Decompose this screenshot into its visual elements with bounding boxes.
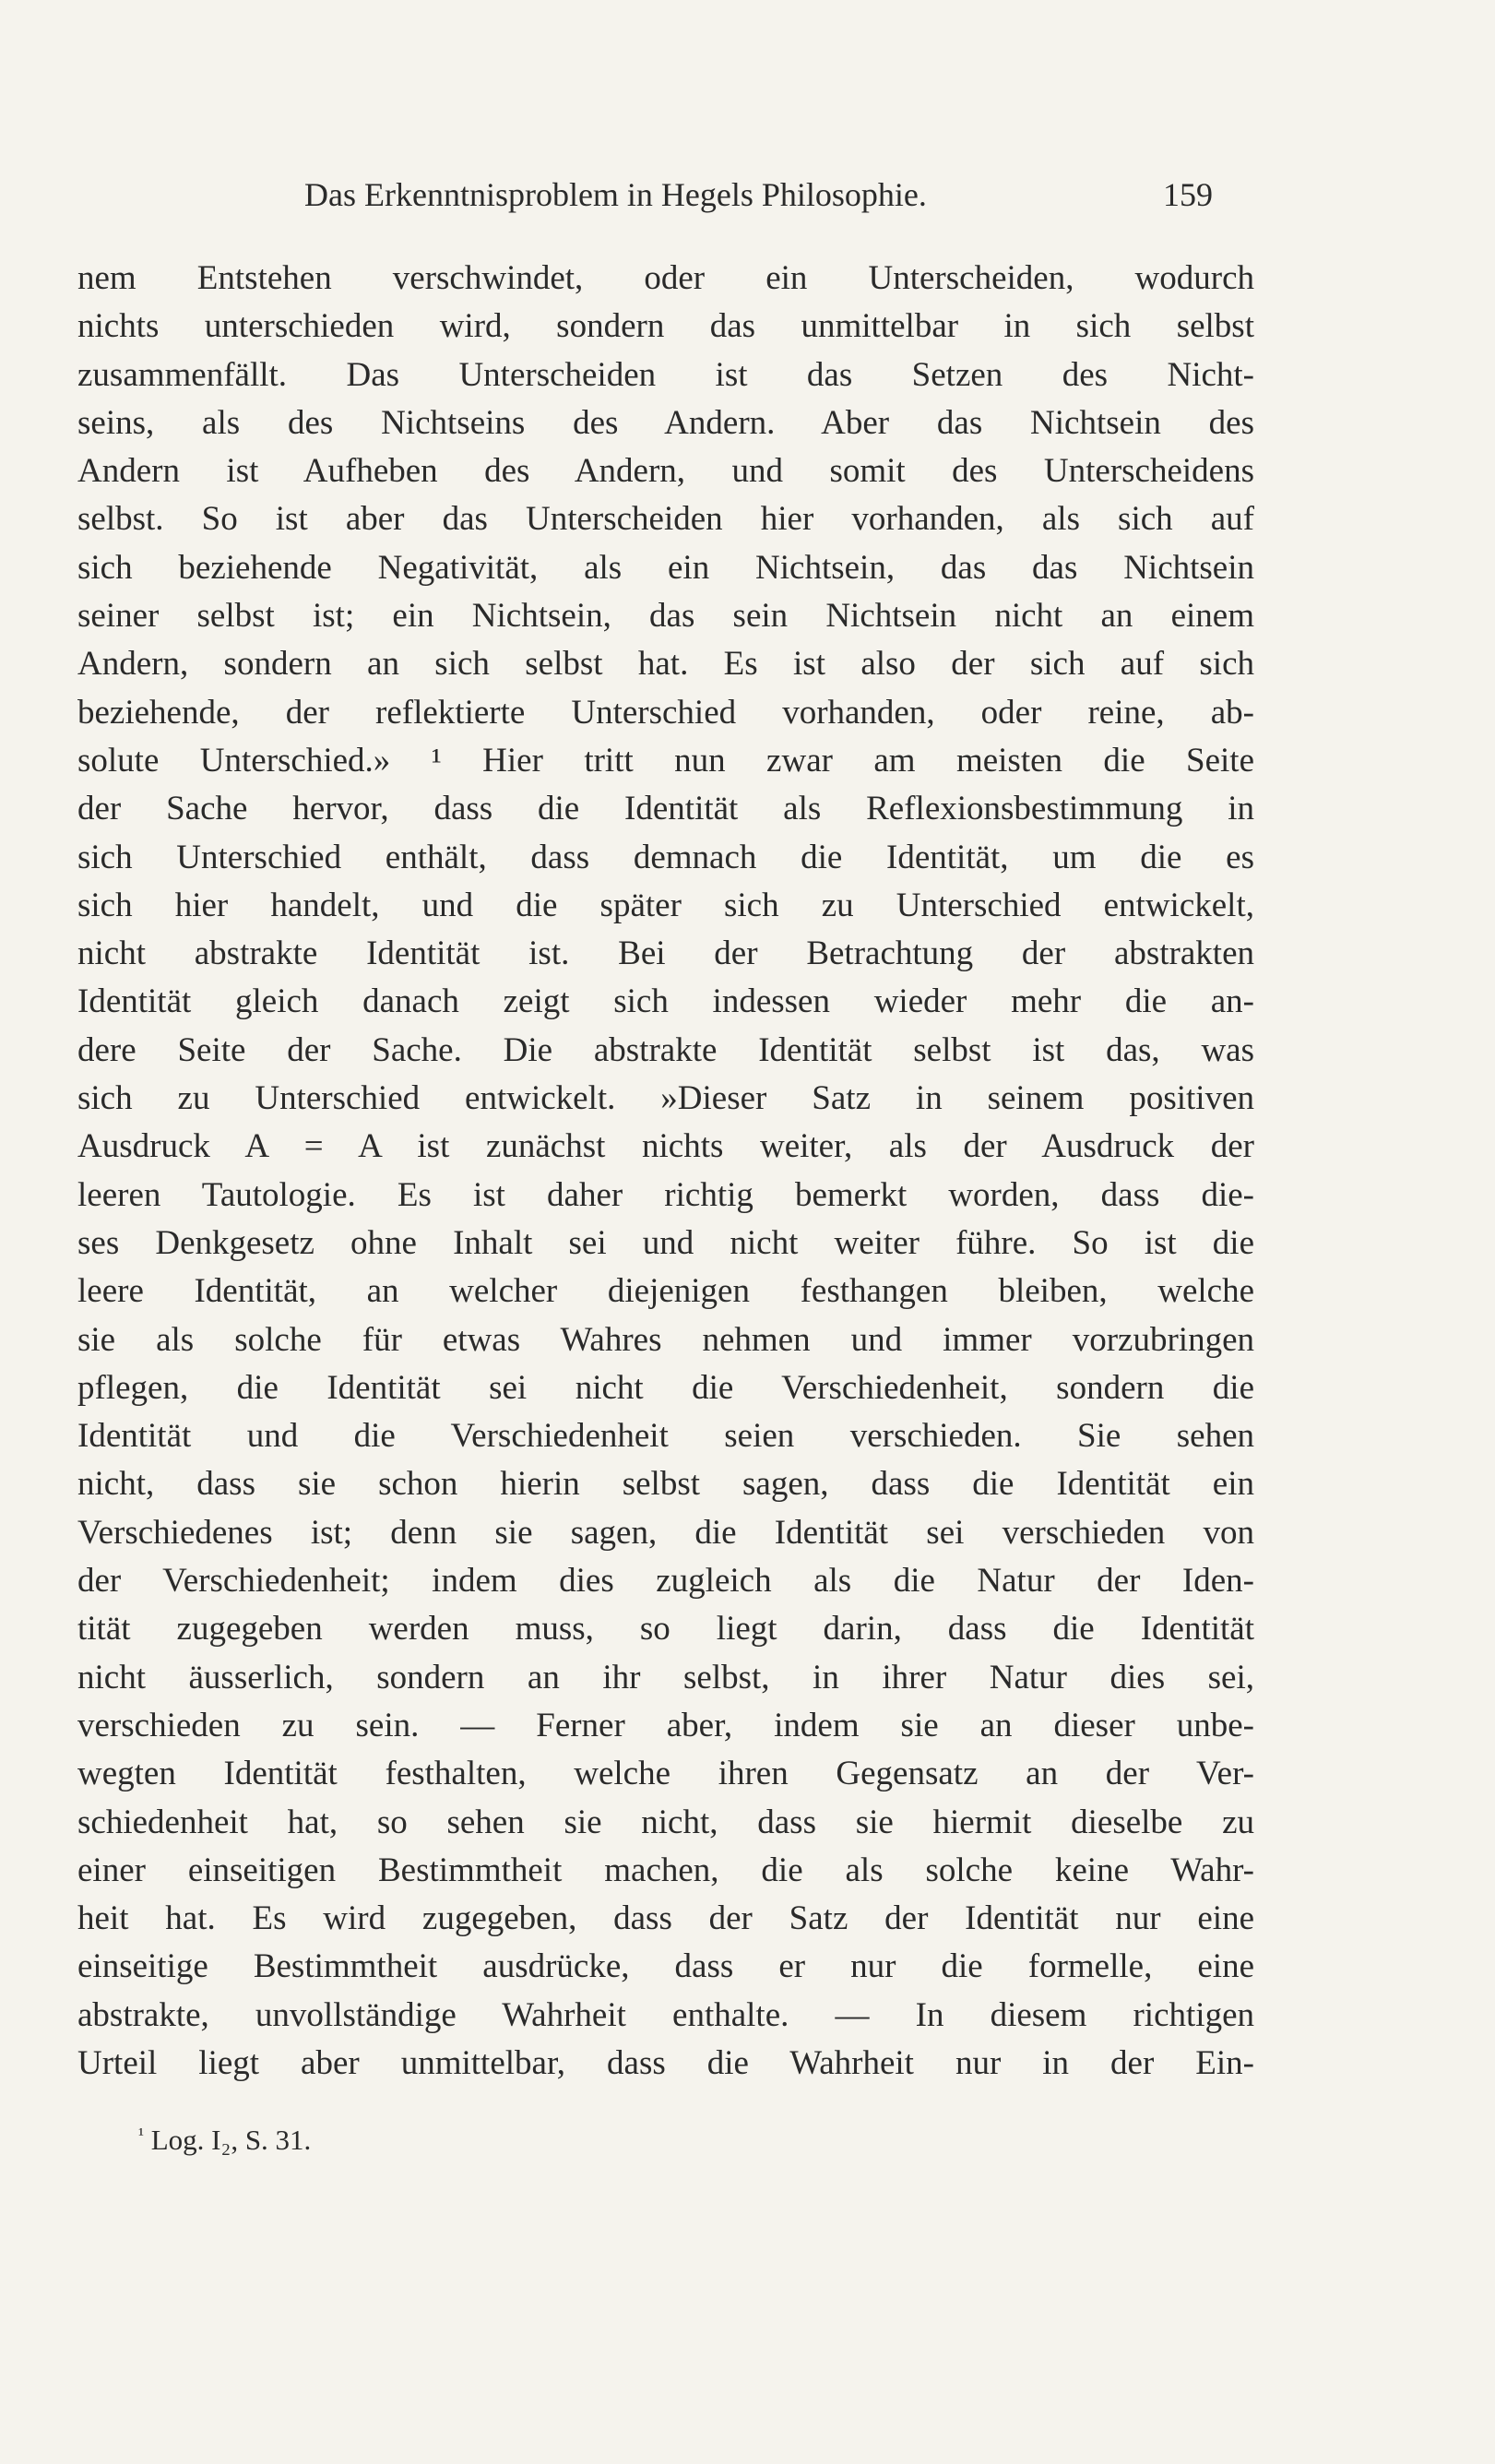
text-line: pflegen, die Identität sei nicht die Verschiedenheit, sondern die — [77, 1368, 1254, 1407]
footnote-text: Log. I₂, S. 31. — [150, 2124, 312, 2156]
text-line: Andern ist Aufheben des Andern, und somit des Unterscheidens — [77, 452, 1254, 491]
text-line: dere Seite der Sache. Die abstrakte Identität selbst ist das, was — [77, 1030, 1254, 1069]
footnote — [138, 2114, 311, 2160]
text-line: heit hat. Es wird zugegeben, dass der Satz der Identität nur eine — [77, 1899, 1254, 1938]
page-number: 159 — [1163, 176, 1213, 213]
text-line: nem Entstehen verschwindet, oder ein Unterscheiden, wodurch — [77, 259, 1254, 297]
text-line: der Sache hervor, dass die Identität als Reflexionsbestimmung in — [77, 790, 1254, 828]
text-line: Urteil liegt aber unmittelbar, dass die Wahrheit nur in der Ein- — [77, 2043, 1254, 2082]
text-line: einer einseitigen Bestimmtheit machen, die als solche keine Wahr- — [77, 1851, 1254, 1889]
text-line: sich hier handelt, und die später sich zu Unterschied entwickelt, — [77, 886, 1254, 924]
text-line: selbst. So ist aber das Unterscheiden hier vorhanden, als sich auf — [77, 500, 1254, 539]
text-line: leeren Tautologie. Es ist daher richtig bemerkt worden, dass die- — [77, 1175, 1254, 1214]
text-line: beziehende, der reflektierte Unterschied vorhanden, oder reine, ab- — [77, 693, 1254, 732]
text-line: einseitige Bestimmtheit ausdrücke, dass er nur die formelle, eine — [77, 1947, 1254, 1986]
text-line: leere Identität, an welcher diejenigen festhangen bleiben, welche — [77, 1272, 1254, 1311]
text-line: Ausdruck A = A ist zunächst nichts weiter, als der Ausdruck der — [77, 1127, 1254, 1166]
text-line: nicht, dass sie schon hierin selbst sagen, dass die Identität ein — [77, 1465, 1254, 1504]
text-line: ses Denkgesetz ohne Inhalt sei und nicht weiter führe. So ist die — [77, 1223, 1254, 1262]
text-line: Verschiedenes ist; denn sie sagen, die Identität sei verschieden von — [77, 1513, 1254, 1552]
body-text — [77, 255, 1254, 2088]
text-line: verschieden zu sein. — Ferner aber, indem sie an dieser unbe- — [77, 1706, 1254, 1744]
text-line: Identität gleich danach zeigt sich indessen wieder mehr die an- — [77, 982, 1254, 1021]
running-title: Das Erkenntnisproblem in Hegels Philosophie. — [304, 176, 927, 213]
footnote-marker: ¹ — [138, 2125, 144, 2145]
text-line: solute Unterschied.» ¹ Hier tritt nun zwar am meisten die Seite — [77, 741, 1254, 780]
text-line: seiner selbst ist; ein Nichtsein, das sein Nichtsein nicht an einem — [77, 597, 1254, 636]
text-line: abstrakte, unvollständige Wahrheit enthalte. — In diesem richtigen — [77, 1995, 1254, 2034]
text-line: sich zu Unterschied entwickelt. »Dieser Satz in seinem positiven — [77, 1079, 1254, 1118]
text-line: sich beziehende Negativität, als ein Nichtsein, das das Nichtsein — [77, 548, 1254, 587]
text-line: Andern, sondern an sich selbst hat. Es ist also der sich auf sich — [77, 645, 1254, 684]
page-header — [304, 172, 1213, 218]
text-line: wegten Identität festhalten, welche ihren Gegensatz an der Ver- — [77, 1755, 1254, 1793]
text-line: schiedenheit hat, so sehen sie nicht, dass sie hiermit dieselbe zu — [77, 1803, 1254, 1841]
text-line: seins, als des Nichtseins des Andern. Aber das Nichtsein des — [77, 403, 1254, 442]
text-line: Identität und die Verschiedenheit seien verschieden. Sie sehen — [77, 1417, 1254, 1456]
text-line: zusammenfällt. Das Unterscheiden ist das Setzen des Nicht- — [77, 355, 1254, 394]
text-line: der Verschiedenheit; indem dies zugleich als die Natur der Iden- — [77, 1562, 1254, 1601]
text-line: tität zugegeben werden muss, so liegt darin, dass die Identität — [77, 1610, 1254, 1649]
text-line: nicht abstrakte Identität ist. Bei der Betrachtung der abstrakten — [77, 934, 1254, 973]
text-line: sich Unterschied enthält, dass demnach die Identität, um die es — [77, 838, 1254, 876]
text-line: nicht äusserlich, sondern an ihr selbst, in ihrer Natur dies sei, — [77, 1658, 1254, 1696]
text-line: sie als solche für etwas Wahres nehmen und immer vorzubringen — [77, 1320, 1254, 1359]
text-line: nichts unterschieden wird, sondern das unmittelbar in sich selbst — [77, 307, 1254, 346]
